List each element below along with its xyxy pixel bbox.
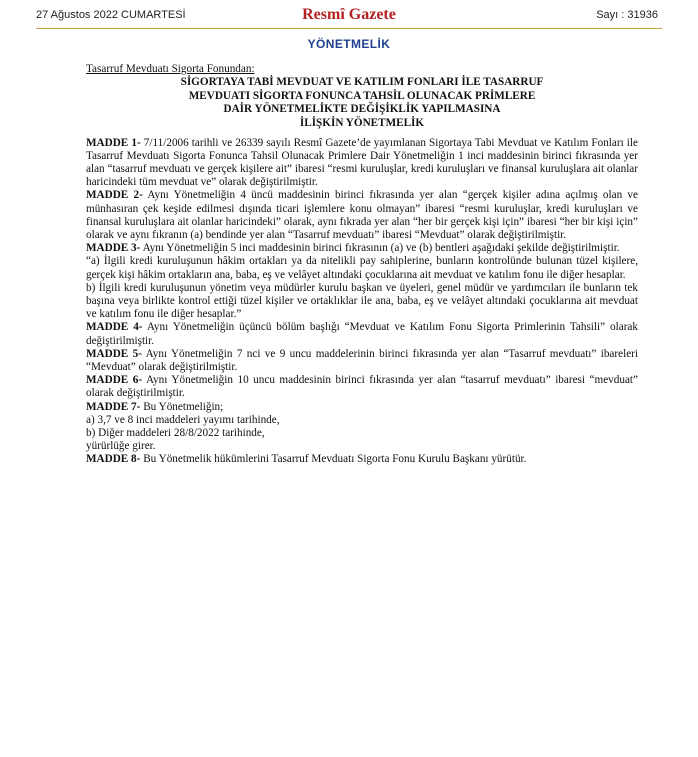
article-label: MADDE 6- (86, 374, 143, 387)
article-7-clause-a: a) 3,7 ve 8 inci maddeleri yayımı tarihinde, (86, 413, 280, 426)
article-1 (86, 137, 638, 190)
article-text: Aynı Yönetmeliğin 4 üncü maddesinin birinci fıkrasında yer alan “gerçek kişiler adına açılmış olan ve münhasıran çek keşide edilmesi dışında ticari işlemlere konu olmayan” ibaresi “resmi kuruluşlar, kredi kuruluşları ve finansal kuruluşlara ait olanlar haricindeki” olarak, aynı fıkrada yer alan “her bir gerçek kişi için” ibaresi “her bir kişi için” olarak ve aynı fıkranın (a) bendinde yer alan “Tasarruf mevduatı” ibaresi “Mevduat” olarak değiştirilmiştir. (86, 189, 638, 241)
article-label: MADDE 2- (86, 189, 143, 202)
header-divider (36, 28, 662, 29)
article-text: Bu Yönetmelik hükümlerini Tasarruf Mevduatı Sigorta Fonu Kurulu Başkanı yürütür. (140, 453, 527, 466)
article-5 (86, 348, 638, 374)
article-8 (86, 453, 638, 466)
article-label: MADDE 1- (86, 136, 141, 149)
article-text: Aynı Yönetmeliğin 10 uncu maddesinin birinci fıkrasında yer alan “tasarruf mevduatı” ibaresi “mevduat” olarak değiştirilmiştir. (86, 374, 638, 400)
article-6 (86, 374, 638, 400)
title-line: MEVDUATI SİGORTA FONUNCA TAHSİL OLUNACAK PRİMLERE (188, 89, 536, 102)
section-heading: YÖNETMELİK (307, 37, 391, 51)
article-2 (86, 189, 638, 242)
article-label: MADDE 3- (86, 242, 141, 255)
article-7-closing: yürürlüğe girer. (86, 440, 156, 453)
article-text: Aynı Yönetmeliğin 5 inci maddesinin birinci fıkrasının (a) ve (b) bentleri aşağıdaki şekilde değiştirilmiştir. (140, 242, 620, 255)
article-7-clause-b: b) Diğer maddeleri 28/8/2022 tarihinde, (86, 427, 265, 440)
article-text: Bu Yönetmeliğin; (140, 400, 224, 413)
article-7 (86, 401, 638, 414)
article-label: MADDE 5- (86, 347, 142, 360)
title-line: DAİR YÖNETMELİKTE DEĞİŞİKLİK YAPILMASINA (223, 103, 501, 116)
article-text: Aynı Yönetmeliğin üçüncü bölüm başlığı “Mevduat ve Katılım Fonu Sigorta Primlerinin Tahsili” olarak değiştirilmiştir. (86, 321, 638, 347)
issuing-authority: Tasarruf Mevduatı Sigorta Fonundan: (86, 63, 255, 75)
regulation-title (86, 76, 638, 130)
article-label: MADDE 4- (86, 321, 143, 334)
article-label: MADDE 8- (86, 453, 141, 466)
issue-number: Sayı : 31936 (596, 9, 658, 21)
article-text: Aynı Yönetmeliğin 7 nci ve 9 uncu maddelerinin birinci fıkrasında yer alan “Tasarruf mevduatı” ibareleri “Mevduat” olarak değiştirilmiştir. (86, 347, 638, 374)
article-3 (86, 242, 638, 255)
title-line: SİGORTAYA TABİ MEVDUAT VE KATILIM FONLARI İLE TASARRUF (180, 76, 544, 89)
article-4 (86, 321, 638, 347)
gazette-name: Resmî Gazete (302, 6, 396, 23)
article-text: 7/11/2006 tarihli ve 26339 sayılı Resmî Gazete’de yayımlanan Sigortaya Tabi Mevduat ve Katılım Fonları ile Tasarruf Mevduatı Sigorta Fonunca Tahsil Olunacak Primlere Dair Yönetmeliğin 1 inci maddesinin birinci fıkrasında yer alan “tasarruf mevduatı ve gerçek kişilere ait” ibaresi “resmi kuruluşlar, kredi kuruluşları ve finansal kuruluşlara ait olanlar haricindeki tüm mevduat ve” olarak değiştirilmiştir. (86, 136, 638, 189)
article-3-clause-a: “a) İlgili kredi kuruluşunun hâkim ortakları ya da nitelikli pay sahiplerine, bunların kontrolünde bulunan tüzel kişilere, gerçek kişi hâkim ortakların ana, baba, eş ve velâyet altındaki çocuklarına ait mevduat ve katılım fonu ile diğer hesaplar. (86, 255, 638, 281)
article-label: MADDE 7- (86, 400, 141, 413)
article-3-clause-b: b) İlgili kredi kuruluşunun yönetim veya müdürler kurulu başkan ve üyeleri, genel müdür ve yardımcıları ile bunların tek başına veya birlikte kontrol ettiği tüzel kişiler ve ortaklıklar ile ana, baba, eş ve velâyet altındaki çocuklarına ait mevduat ve katılım fonu ile diğer hesaplar.” (86, 281, 638, 321)
issue-date: 27 Ağustos 2022 CUMARTESİ (36, 9, 186, 21)
title-line: İLİŞKİN YÖNETMELİK (299, 116, 425, 129)
regulation-body (86, 63, 638, 467)
